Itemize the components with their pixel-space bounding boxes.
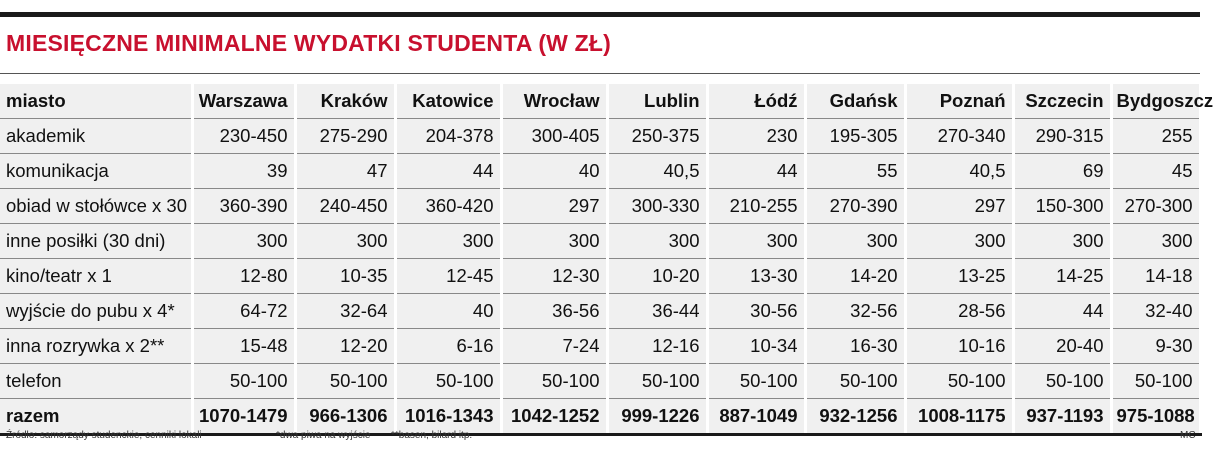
table-cell: 50-100 xyxy=(805,364,905,399)
table-cell: 9-30 xyxy=(1111,329,1200,364)
total-cell: 975-1088 xyxy=(1111,399,1200,435)
source-note: Źródło: samorządy studenckie, cenniki lokali xyxy=(6,430,202,441)
table-cell: 44 xyxy=(395,154,501,189)
table-cell: 270-340 xyxy=(905,119,1013,154)
table-cell: 69 xyxy=(1013,154,1111,189)
top-rule xyxy=(0,12,1200,17)
table-cell: 50-100 xyxy=(707,364,805,399)
city-header: Wrocław xyxy=(501,84,607,119)
table-cell: 360-420 xyxy=(395,189,501,224)
table-cell: 20-40 xyxy=(1013,329,1111,364)
expenses-table xyxy=(0,84,1213,436)
total-cell: 1042-1252 xyxy=(501,399,607,435)
table-cell: 14-20 xyxy=(805,259,905,294)
table-cell: 270-300 xyxy=(1111,189,1200,224)
table-cell: 297 xyxy=(501,189,607,224)
table-cell: 47 xyxy=(295,154,395,189)
total-cell: 1070-1479 xyxy=(192,399,295,435)
table-cell: 32-56 xyxy=(805,294,905,329)
table-cell: 300 xyxy=(295,224,395,259)
table-row xyxy=(0,294,1200,329)
header-label: miasto xyxy=(0,84,192,119)
table-cell: 297 xyxy=(905,189,1013,224)
table-cell: 15-48 xyxy=(192,329,295,364)
table-cell: 13-30 xyxy=(707,259,805,294)
total-cell: 966-1306 xyxy=(295,399,395,435)
table-cell: 300 xyxy=(395,224,501,259)
table-cell: 10-16 xyxy=(905,329,1013,364)
city-header: Katowice xyxy=(395,84,501,119)
header-row xyxy=(0,84,1200,119)
table-cell: 255 xyxy=(1111,119,1200,154)
table-row xyxy=(0,329,1200,364)
table-cell: 50-100 xyxy=(1013,364,1111,399)
table-cell: 50-100 xyxy=(192,364,295,399)
table-cell: 10-20 xyxy=(607,259,707,294)
row-label: wyjście do pubu x 4* xyxy=(0,294,192,329)
table-cell: 10-34 xyxy=(707,329,805,364)
city-header: Lublin xyxy=(607,84,707,119)
table-cell: 230 xyxy=(707,119,805,154)
city-header: Warszawa xyxy=(192,84,295,119)
city-header: Gdańsk xyxy=(805,84,905,119)
total-cell: 1016-1343 xyxy=(395,399,501,435)
table-cell: 300 xyxy=(1111,224,1200,259)
table-cell: 12-80 xyxy=(192,259,295,294)
city-header: Łódź xyxy=(707,84,805,119)
table-cell: 270-390 xyxy=(805,189,905,224)
table-title: MIESIĘCZNE MINIMALNE WYDATKI STUDENTA (W ZŁ) xyxy=(6,30,612,56)
table-cell: 12-30 xyxy=(501,259,607,294)
total-cell: 999-1226 xyxy=(607,399,707,435)
table-row xyxy=(0,154,1200,189)
city-header: Bydgoszcz xyxy=(1111,84,1200,119)
table-row xyxy=(0,119,1200,154)
table-cell: 32-40 xyxy=(1111,294,1200,329)
table-cell: 240-450 xyxy=(295,189,395,224)
table-cell: 300 xyxy=(192,224,295,259)
table-cell: 36-56 xyxy=(501,294,607,329)
row-label: komunikacja xyxy=(0,154,192,189)
table-cell: 39 xyxy=(192,154,295,189)
table-cell: 300 xyxy=(707,224,805,259)
city-header: Kraków xyxy=(295,84,395,119)
table-cell: 6-16 xyxy=(395,329,501,364)
table-cell: 13-25 xyxy=(905,259,1013,294)
row-label: inna rozrywka x 2** xyxy=(0,329,192,364)
total-cell: 932-1256 xyxy=(805,399,905,435)
table-cell: 7-24 xyxy=(501,329,607,364)
table-cell: 300 xyxy=(607,224,707,259)
table-cell: 64-72 xyxy=(192,294,295,329)
table-cell: 360-390 xyxy=(192,189,295,224)
table-cell: 290-315 xyxy=(1013,119,1111,154)
table-cell: 300 xyxy=(501,224,607,259)
row-label: inne posiłki (30 dni) xyxy=(0,224,192,259)
table-cell: 14-25 xyxy=(1013,259,1111,294)
footnote-entertainment: **basen, bilard itp. xyxy=(391,430,473,441)
table-cell: 40 xyxy=(501,154,607,189)
row-label: obiad w stołówce x 30 xyxy=(0,189,192,224)
author-credit: MC xyxy=(1180,430,1196,441)
table-cell: 300 xyxy=(905,224,1013,259)
table-cell: 32-64 xyxy=(295,294,395,329)
table-cell: 12-16 xyxy=(607,329,707,364)
table-cell: 300-330 xyxy=(607,189,707,224)
table-cell: 10-35 xyxy=(295,259,395,294)
table-row xyxy=(0,364,1200,399)
total-cell: 1008-1175 xyxy=(905,399,1013,435)
table-cell: 204-378 xyxy=(395,119,501,154)
row-label: kino/teatr x 1 xyxy=(0,259,192,294)
total-cell: 887-1049 xyxy=(707,399,805,435)
table-cell: 50-100 xyxy=(501,364,607,399)
total-label: razem xyxy=(0,399,192,435)
table-cell: 40 xyxy=(395,294,501,329)
table-cell: 250-375 xyxy=(607,119,707,154)
row-label: akademik xyxy=(0,119,192,154)
table-cell: 12-45 xyxy=(395,259,501,294)
table-cell: 300 xyxy=(1013,224,1111,259)
title-divider xyxy=(0,73,1200,74)
table-row xyxy=(0,224,1200,259)
table-cell: 50-100 xyxy=(607,364,707,399)
table-cell: 45 xyxy=(1111,154,1200,189)
total-cell: 937-1193 xyxy=(1013,399,1111,435)
table-cell: 12-20 xyxy=(295,329,395,364)
table-cell: 150-300 xyxy=(1013,189,1111,224)
table-cell: 210-255 xyxy=(707,189,805,224)
table-cell: 50-100 xyxy=(1111,364,1200,399)
table-cell: 14-18 xyxy=(1111,259,1200,294)
table-cell: 30-56 xyxy=(707,294,805,329)
table-row xyxy=(0,259,1200,294)
table-cell: 55 xyxy=(805,154,905,189)
city-header: Szczecin xyxy=(1013,84,1111,119)
table-cell: 40,5 xyxy=(607,154,707,189)
table-cell: 36-44 xyxy=(607,294,707,329)
table-cell: 16-30 xyxy=(805,329,905,364)
footnote-beer: *dwa piwa na wyjście xyxy=(276,430,371,441)
table-cell: 300-405 xyxy=(501,119,607,154)
table-cell: 44 xyxy=(707,154,805,189)
table-cell: 40,5 xyxy=(905,154,1013,189)
row-label: telefon xyxy=(0,364,192,399)
table-cell: 300 xyxy=(805,224,905,259)
table-cell: 195-305 xyxy=(805,119,905,154)
table-cell: 50-100 xyxy=(905,364,1013,399)
table-cell: 50-100 xyxy=(295,364,395,399)
table-cell: 28-56 xyxy=(905,294,1013,329)
table-cell: 50-100 xyxy=(395,364,501,399)
city-header: Poznań xyxy=(905,84,1013,119)
table-cell: 44 xyxy=(1013,294,1111,329)
table-cell: 275-290 xyxy=(295,119,395,154)
table-row xyxy=(0,189,1200,224)
table-cell: 230-450 xyxy=(192,119,295,154)
